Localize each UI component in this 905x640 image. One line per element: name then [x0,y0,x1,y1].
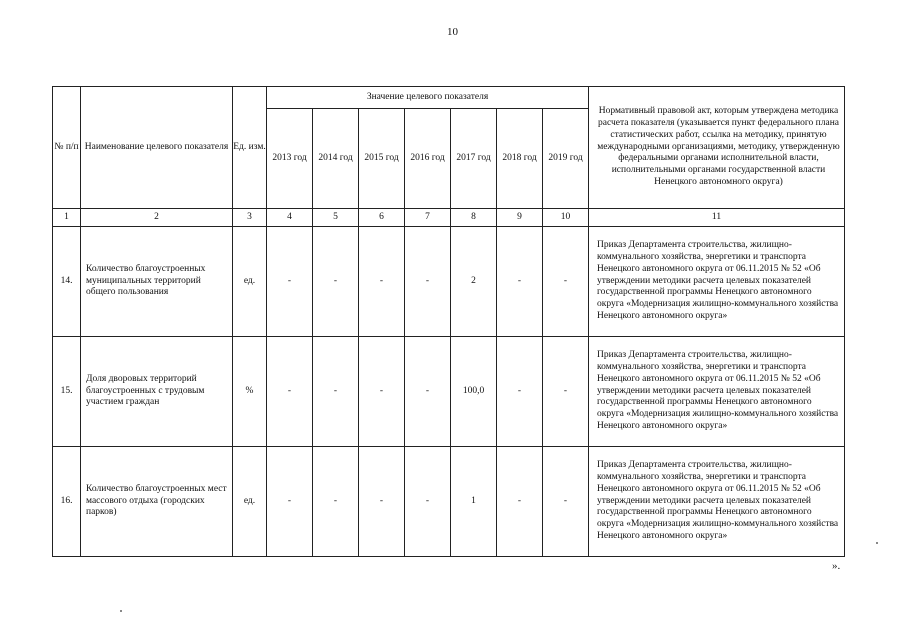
column-number-row [53,209,845,227]
header-target-group: Значение целевого показателя [267,87,589,109]
row-name: Количество благоустроенных муниципальных территорий общего пользования [81,227,233,337]
row-value: - [497,227,543,337]
header-num: № п/п [53,87,81,209]
row-value: - [359,447,405,557]
column-number: 1 [53,209,81,227]
row-value: - [497,337,543,447]
row-value: - [267,447,313,557]
column-number: 7 [405,209,451,227]
row-act: Приказ Департамента строительства, жилищно-коммунального хозяйства, энергетики и транспорта Ненецкого автономного округа от 06.11.2015 № 52 «Об утверждении методики расчета целевых показателей государственной программы Ненецкого автономного округа «Модернизация жилищно-коммунального хозяйства Ненецкого автономного округа» [589,447,845,557]
header-row-top [53,87,845,109]
row-value: - [313,227,359,337]
scan-speck [120,610,122,612]
header-year: 2018 год [497,109,543,209]
column-number: 3 [233,209,267,227]
column-number: 5 [313,209,359,227]
column-number: 8 [451,209,497,227]
column-number: 6 [359,209,405,227]
target-indicators-table [52,86,845,557]
column-number: 9 [497,209,543,227]
row-num: 14. [53,227,81,337]
closing-mark: ». [832,560,841,572]
table-row [53,227,845,337]
row-unit: ед. [233,447,267,557]
column-number: 4 [267,209,313,227]
row-value: - [313,337,359,447]
row-value: - [543,447,589,557]
row-value: - [359,337,405,447]
row-num: 16. [53,447,81,557]
row-value: - [405,447,451,557]
header-year: 2016 год [405,109,451,209]
row-unit: ед. [233,227,267,337]
page-number: 10 [447,26,458,38]
row-value: - [543,337,589,447]
row-unit: % [233,337,267,447]
header-unit: Ед. изм. [233,87,267,209]
row-value: - [359,227,405,337]
row-value: - [267,337,313,447]
row-value: - [405,227,451,337]
column-number: 11 [589,209,845,227]
header-year: 2017 год [451,109,497,209]
row-act: Приказ Департамента строительства, жилищно-коммунального хозяйства, энергетики и транспорта Ненецкого автономного округа от 06.11.2015 № 52 «Об утверждении методики расчета целевых показателей государственной программы Ненецкого автономного округа «Модернизация жилищно-коммунального хозяйства Ненецкого автономного округа» [589,337,845,447]
row-act: Приказ Департамента строительства, жилищно-коммунального хозяйства, энергетики и транспорта Ненецкого автономного округа от 06.11.2015 № 52 «Об утверждении методики расчета целевых показателей государственной программы Ненецкого автономного округа «Модернизация жилищно-коммунального хозяйства Ненецкого автономного округа» [589,227,845,337]
row-value: 100,0 [451,337,497,447]
column-number: 2 [81,209,233,227]
row-value: 1 [451,447,497,557]
row-value: - [313,447,359,557]
row-value: - [267,227,313,337]
table-row [53,337,845,447]
row-num: 15. [53,337,81,447]
scan-speck [876,542,878,544]
header-year: 2014 год [313,109,359,209]
row-value: - [497,447,543,557]
column-number: 10 [543,209,589,227]
row-value: - [543,227,589,337]
row-name: Количество благоустроенных мест массового отдыха (городских парков) [81,447,233,557]
header-year: 2015 год [359,109,405,209]
table-row [53,447,845,557]
header-year: 2019 год [543,109,589,209]
row-value: - [405,337,451,447]
row-value: 2 [451,227,497,337]
header-act: Нормативный правовой акт, которым утверждена методика расчета показателя (указывается пункт федерального плана статистических работ, ссылка на методику, принятую международными организациями, методику, утвержденную федеральными органами исполнительной власти, исполнительными органами государственной власти Ненецкого автономного округа) [589,87,845,209]
header-name: Наименование целевого показателя [81,87,233,209]
header-year: 2013 год [267,109,313,209]
row-name: Доля дворовых территорий благоустроенных с трудовым участием граждан [81,337,233,447]
